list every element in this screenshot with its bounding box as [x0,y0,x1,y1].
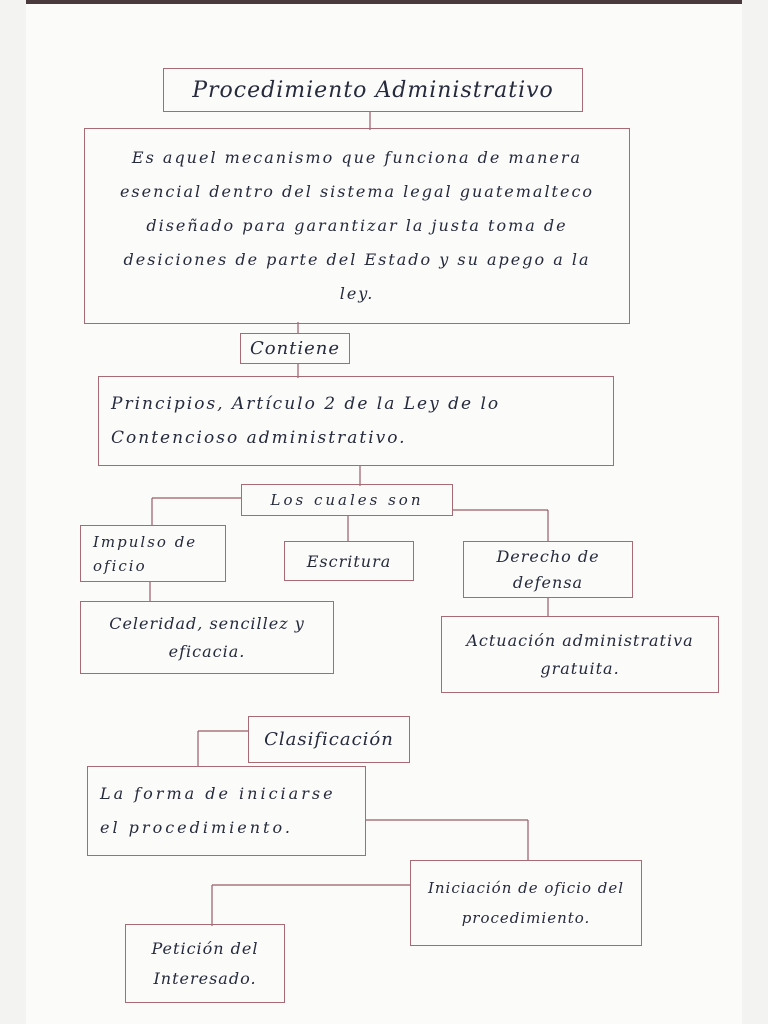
forma-iniciarse-text: La forma de iniciarse el procedimiento. [100,784,336,837]
peticion-box [125,924,285,1003]
iniciacion-oficio-box [410,860,642,946]
contiene-box [240,333,350,364]
iniciacion-oficio-text: Iniciación de oficio del procedimiento. [427,879,625,927]
clasificacion-box [248,716,410,763]
impulso-de-oficio-box [80,525,226,582]
escritura-text: Escritura [306,551,392,571]
title-text: Procedimiento Administrativo [192,77,554,103]
derecho-de-defensa-text: Derecho de defensa [496,546,600,592]
celeridad-box [80,601,334,674]
derecho-de-defensa-box [463,541,633,598]
actuacion-box [441,616,719,693]
actuacion-text: Actuación administrativa gratuita. [466,630,694,678]
impulso-de-oficio-text: Impulso de oficio [93,532,198,575]
los-cuales-son-box [241,484,453,516]
celeridad-text: Celeridad, sencillez y eficacia. [109,613,305,661]
contiene-text: Contiene [249,338,341,359]
principios-text: Principios, Artículo 2 de la Ley de lo Contencioso administrativo. [111,394,501,448]
principios-box [98,376,614,466]
forma-iniciarse-box [87,766,366,856]
los-cuales-son-text: Los cuales son [270,491,424,509]
definition-box [84,128,630,324]
definition-text: Es aquel mecanismo que funciona de manera esencial dentro del sistema legal guatemalteco diseñado para garantizar la justa toma de desiciones de parte del Estado y su apego a la ley. [119,148,595,303]
escritura-box [284,541,414,581]
peticion-text: Petición del Interesado. [151,938,259,988]
clasificacion-text: Clasificación [264,729,394,750]
title-box [163,68,583,112]
